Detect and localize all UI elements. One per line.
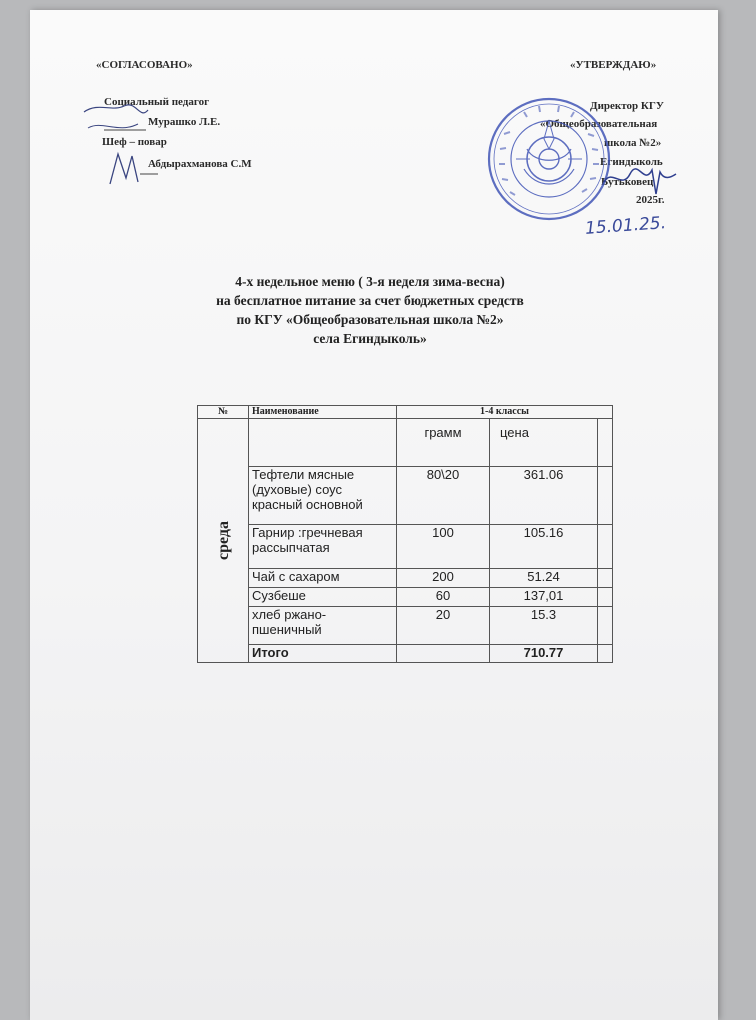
- table-subheader-row: [198, 419, 613, 467]
- dish-price: 15.3: [490, 607, 598, 645]
- handwritten-date: 15.01.25.: [584, 213, 667, 239]
- day-label-cell: [198, 419, 249, 663]
- sub-price-header: цена: [490, 419, 598, 467]
- dish-name: хлеб ржано-пшеничный: [249, 607, 397, 645]
- col-number-header: №: [198, 406, 249, 419]
- director-title: Директор КГУ: [590, 100, 664, 112]
- dish-gram: 100: [397, 525, 490, 569]
- total-label: Итого: [249, 645, 397, 663]
- table-row: [198, 525, 613, 569]
- extra-col-cell: [598, 569, 613, 588]
- day-label: среда: [214, 521, 232, 560]
- dish-price: 137,01: [490, 588, 598, 607]
- sub-gram-header: грамм: [397, 419, 490, 467]
- director-name: Бутьковец: [601, 176, 654, 188]
- dish-name: Чай с сахаром: [249, 569, 397, 588]
- director-signature: [600, 160, 680, 220]
- dish-price: 361.06: [490, 467, 598, 525]
- extra-col-cell: [598, 467, 613, 525]
- heading-line-4: села Егиндыколь»: [313, 331, 427, 346]
- dish-gram: 80\20: [397, 467, 490, 525]
- total-gram-empty: [397, 645, 490, 663]
- school-name-line2: школа №2»: [604, 137, 662, 149]
- dish-price: 51.24: [490, 569, 598, 588]
- approved-label: «СОГЛАСОВАНО»: [96, 59, 193, 71]
- left-signatures: [78, 98, 168, 188]
- table-row: [198, 607, 613, 645]
- heading-line-2: на бесплатное питание за счет бюджетных средств: [216, 293, 524, 308]
- chef-name: Абдырахманова С.М: [148, 158, 252, 170]
- dish-price: 105.16: [490, 525, 598, 569]
- table-total-row: [198, 645, 613, 663]
- approval-year: 2025г.: [636, 194, 665, 206]
- dish-gram: 60: [397, 588, 490, 607]
- col-classes-header: 1-4 классы: [397, 406, 613, 419]
- extra-col-cell: [598, 645, 613, 663]
- heading-line-3: по КГУ «Общеобразовательная школа №2»: [236, 312, 504, 327]
- document-page: [30, 10, 718, 1020]
- dish-gram: 200: [397, 569, 490, 588]
- heading-line-1: 4-х недельное меню ( 3-я неделя зима-весна): [235, 274, 505, 289]
- dish-gram: 20: [397, 607, 490, 645]
- dish-name: Сузбеше: [249, 588, 397, 607]
- table-row: [198, 467, 613, 525]
- approve-label: «УТВЕРЖДАЮ»: [570, 59, 657, 71]
- extra-col-cell: [598, 525, 613, 569]
- table-header-row: [198, 406, 613, 419]
- extra-col-cell: [598, 588, 613, 607]
- subheader-empty: [249, 419, 397, 467]
- menu-table: [197, 405, 613, 663]
- total-value: 710.77: [490, 645, 598, 663]
- extra-col-cell: [598, 607, 613, 645]
- table-row: [198, 569, 613, 588]
- school-name-line1: «Общеобразовательная: [540, 118, 658, 130]
- chef-title: Шеф – повар: [102, 136, 167, 148]
- dish-name: Тефтели мясные (духовые) соус красный основной: [249, 467, 397, 525]
- col-name-header: Наименование: [249, 406, 397, 419]
- official-stamp-seal: [484, 94, 614, 224]
- social-pedagogue-name: Мурашко Л.Е.: [148, 116, 221, 128]
- menu-heading: [90, 272, 650, 348]
- dish-name: Гарнир :гречневая рассыпчатая: [249, 525, 397, 569]
- social-pedagogue-title: Социальный педагог: [104, 96, 210, 108]
- village-name: Егиндыколь: [600, 156, 663, 168]
- extra-col-cell: [598, 419, 613, 467]
- table-row: [198, 588, 613, 607]
